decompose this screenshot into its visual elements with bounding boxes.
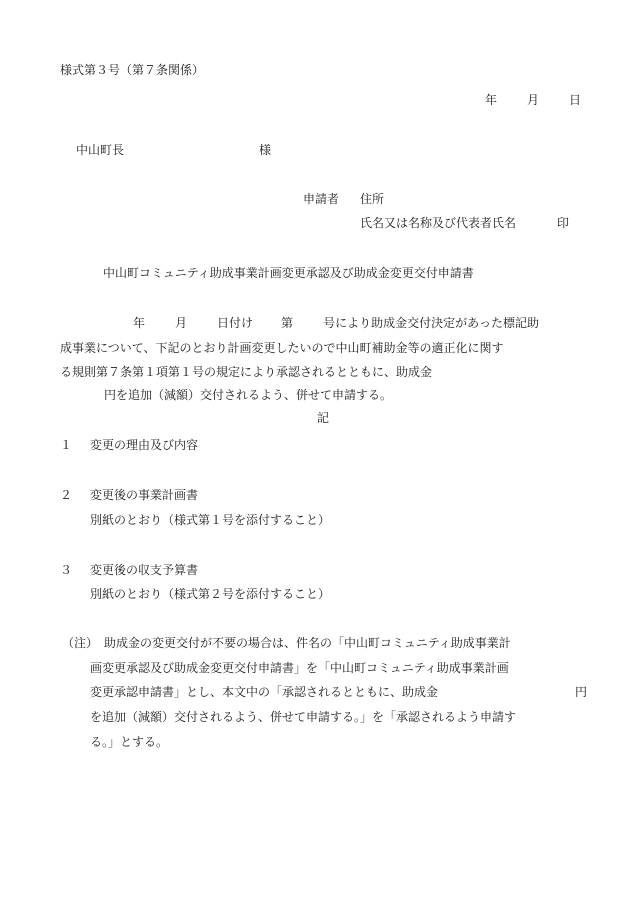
date-day: 日 — [569, 93, 582, 107]
body-number-prefix: 第 — [281, 316, 294, 330]
note-label: （注） — [62, 636, 99, 650]
item-1-title: 変更の理由及び内容 — [90, 438, 199, 452]
date-line — [485, 94, 581, 106]
seal-mark: 印 — [557, 216, 570, 230]
body-day: 日付け — [217, 316, 254, 330]
addressee-honorific: 様 — [259, 143, 272, 157]
addressee-name: 中山町長 — [76, 143, 125, 157]
body-line-3: る規則第７条第１項第１号の規定により承認されるとともに、助成金 — [60, 365, 433, 379]
item-3-title: 変更後の収支予算書 — [90, 563, 199, 577]
note-line-3: 変更承認申請書」とし、本文中の「承認されるとともに、助成金 — [90, 685, 439, 699]
date-year: 年 — [485, 93, 498, 107]
note-line-2: 画変更承認及び助成金変更交付申請書」を「中山町コミュニティ助成事業計画 — [90, 661, 509, 675]
applicant-address-label: 住所 — [360, 192, 385, 206]
body-line-1 — [133, 317, 539, 329]
applicant-label: 申請者 — [303, 192, 340, 206]
item-3-number: ３ — [60, 563, 73, 577]
document-title: 中山町コミュニティ助成事業計画変更承認及び助成金変更交付申請書 — [103, 266, 474, 280]
body-year: 年 — [133, 316, 146, 330]
note-line-1: 助成金の変更交付が不要の場合は、件名の「中山町コミュニティ助成事業計 — [104, 636, 511, 650]
applicant-name-label: 氏名又は名称及び代表者氏名 — [360, 216, 517, 230]
note-line-5: る。」とする。 — [90, 735, 169, 749]
item-2-title: 変更後の事業計画書 — [90, 488, 199, 502]
item-2-number: ２ — [60, 488, 73, 502]
body-month: 月 — [175, 316, 188, 330]
note-line-4: を追加（減額）交付されるよう、併せて申請する。」を「承認されるよう申請す — [90, 710, 517, 724]
item-1-number: １ — [60, 438, 73, 452]
note-yen: 円 — [575, 685, 588, 699]
item-2-sub: 別紙のとおり（様式第１号を添付すること） — [90, 513, 331, 527]
body-line-1-rest: 号により助成金交付決定があった標記助 — [323, 316, 539, 330]
ki-heading: 記 — [317, 411, 330, 425]
item-3-sub: 別紙のとおり（様式第２号を添付すること） — [90, 587, 331, 601]
body-line-4: 円を追加（減額）交付されるよう、併せて申請する。 — [104, 388, 393, 402]
form-label: 様式第３号（第７条関係） — [60, 63, 205, 77]
date-month: 月 — [527, 93, 540, 107]
body-line-2: 成事業について、下記のとおり計画変更したいので中山町補助金等の適正化に関す — [60, 341, 504, 355]
